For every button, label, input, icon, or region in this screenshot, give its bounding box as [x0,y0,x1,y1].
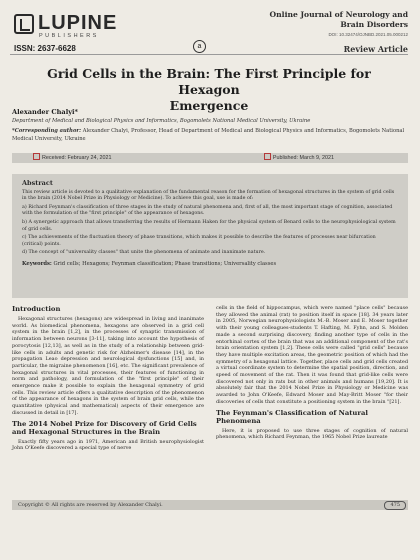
calendar-icon [264,153,271,160]
abstract-item-c: c) The achievements of the fluctuation theory of phase transitions, which makes it possible to describe the features of processes near bifurcation (critical) points. [22,235,376,247]
corresponding-author [12,128,408,143]
published-date [263,153,334,163]
abstract-intro: This review article is devoted to a qualitative explanation of the fundamental reason for the formation of hexagonal structures in the system of grid cells in the brain (2014 Nobel Prize in Physiology or Medicine). To achieve this goal, use is made of: [22,189,395,202]
article-type: Review Article [343,44,408,54]
article-title-line1: Grid Cells in the Brain: The First Principle for Hexagon [47,66,371,97]
grid-cells-paragraph: cells in the field of hippocampus, which were named "place cells" because they allowed the animal (rat) to position itself in space [18]. 34 years later in 2005, Norwegian neurophysiologists M.-B. Moser and E. Moser together with their young colleagues-students T. Hafting, M. Fyhn, and S. Molden made a second surprising discovery, finding another type of cells in the entorhinal cortex of the brain that was an additional component of the rat's brain orientation system [1,2]. These cells were called "grid cells" because they have multiple excitation areas, the geometric position of which had the symmetry of a hexagonal lattice. Together, place cells and grid cells created a virtual coordinate system to determine the spatial position, direction, and speed of movement of the rat. Then it was found that grid-like cells were discovered not only in rats but in other animals and humans [19,20]. It is absolutely fair that the 2014 Nobel Prize in Physiology or Medicine was awarded to John O'Keefe, Edward Moser and May-Britt Moser "for their discoveries of cells that constitute a positioning system in the brain "[21]. [216,305,408,405]
publisher-subname: PUBLISHERS [39,33,99,39]
journal-name-line2: Brain Disorders [340,20,408,29]
abstract-heading: Abstract [22,179,53,187]
nobel-prize-paragraph: Exactly fifty years ago in 1971, American and British neurophysiologist John O'Keefe discovered a special type of nerve [12,438,204,452]
dates-bar [12,153,408,163]
copyright-text: Copyright © All rights are reserved by Alexander Chalyi. [18,502,163,508]
journal-header [12,8,408,56]
abstract-item-d: d) The concept of "universality classes" that unite the phenomena of animate and inanimate nature. [22,250,266,256]
publisher-name: LUPINE [38,12,118,34]
article-title-line2: Emergence [169,98,249,113]
doi: DOI: 10.32474/OJNBD.2021.05.000212 [328,32,408,37]
received-date-text: Received: February 24, 2021 [42,155,112,161]
publisher-logo-mark [14,14,34,34]
feynman-classification-heading: The Feynman's Classification of Natural Phenomena [216,408,368,425]
corresponding-author-label: *Corresponding author: [12,128,82,134]
open-access-icon: a [193,40,206,53]
calendar-icon [33,153,40,160]
introduction-paragraph: Hexagonal structures (hexagons) are widespread in living and inanimate world. As biomedical phenomena, hexagons are observed in a grid cell system in the brain [1,2], in the processes of synaptic transmission of information between neurons [3-11], taking into account the hypothesis of porocytosis [12,13], as well as in the study of a relationship between grid-like cells in adults and genetic risk for Alzheimer's disease [14], in the propagation Leao depression and neurological dysfunctions [15] and, in particular, the migraine phenomenon [16], etc. The significant prevalence of hexagonal structures in vital processes, their features of functioning in norm and pathology, and formulation of the "first principle" of their emergence make it possible to explain the hexagonal symmetry of grid cells. This review article offers a qualitative description of the phenomenon of the appearance of hexagons in the system of brain grid cells, while the quantitative (physical and mathematical) aspects of their emergence are discussed in detail in [17]. [12,316,204,416]
abstract-box [12,174,408,298]
keywords [22,261,398,268]
publisher-logo [12,12,152,42]
page-number: 475 [384,501,406,510]
abstract-item-a: a) Richard Feynman's classification of three stages in the study of natural phenomena and, first of all, the most important stage of cognition, associated with the formulation of the "first principle" of the appearance of hexagons. [22,204,393,217]
issn: ISSN: 2637-6628 [14,44,76,53]
author-affiliation: Department of Medical and Biological Physics and Informatics, Bogomolets National Medical University, Ukraine [12,118,311,124]
received-date [32,153,112,163]
author-name: Alexander Chalyi* [12,108,78,116]
keywords-text: Grid cells; Hexagons; Feynman classification; Phase transitions; Universality classes [53,260,277,267]
header-divider [10,54,408,55]
body-column-left [12,305,204,455]
published-date-text: Published: March 9, 2021 [272,155,334,161]
corresponding-author-text: Alexander Chalyi, Professor, Head of Department of Medical and Biological Physics and Informatics, Bogomolets National Medical University, Ukraine [12,128,405,142]
article-title [16,66,402,114]
nobel-prize-heading: The 2014 Nobel Prize for Discovery of Grid Cells and Hexagonal Structures in the Brain [12,419,197,436]
page-footer [12,500,408,510]
abstract-item-b: b) A synergetic approach that allows transferring the results of Hermann Haken for the physical system of Benard cells to the neurophysiological system of grid cells. [22,219,396,232]
feynman-classification-paragraph: Here, it is proposed to use three stages of cognition of natural phenomena, which Richard Feynman, the 1965 Nobel Prize laureate [216,427,408,441]
journal-name [270,10,408,30]
body-column-right [216,305,408,444]
journal-name-line1: Online Journal of Neurology and [269,10,408,19]
introduction-heading: Introduction [12,305,61,313]
keywords-label: Keywords: [22,260,52,267]
